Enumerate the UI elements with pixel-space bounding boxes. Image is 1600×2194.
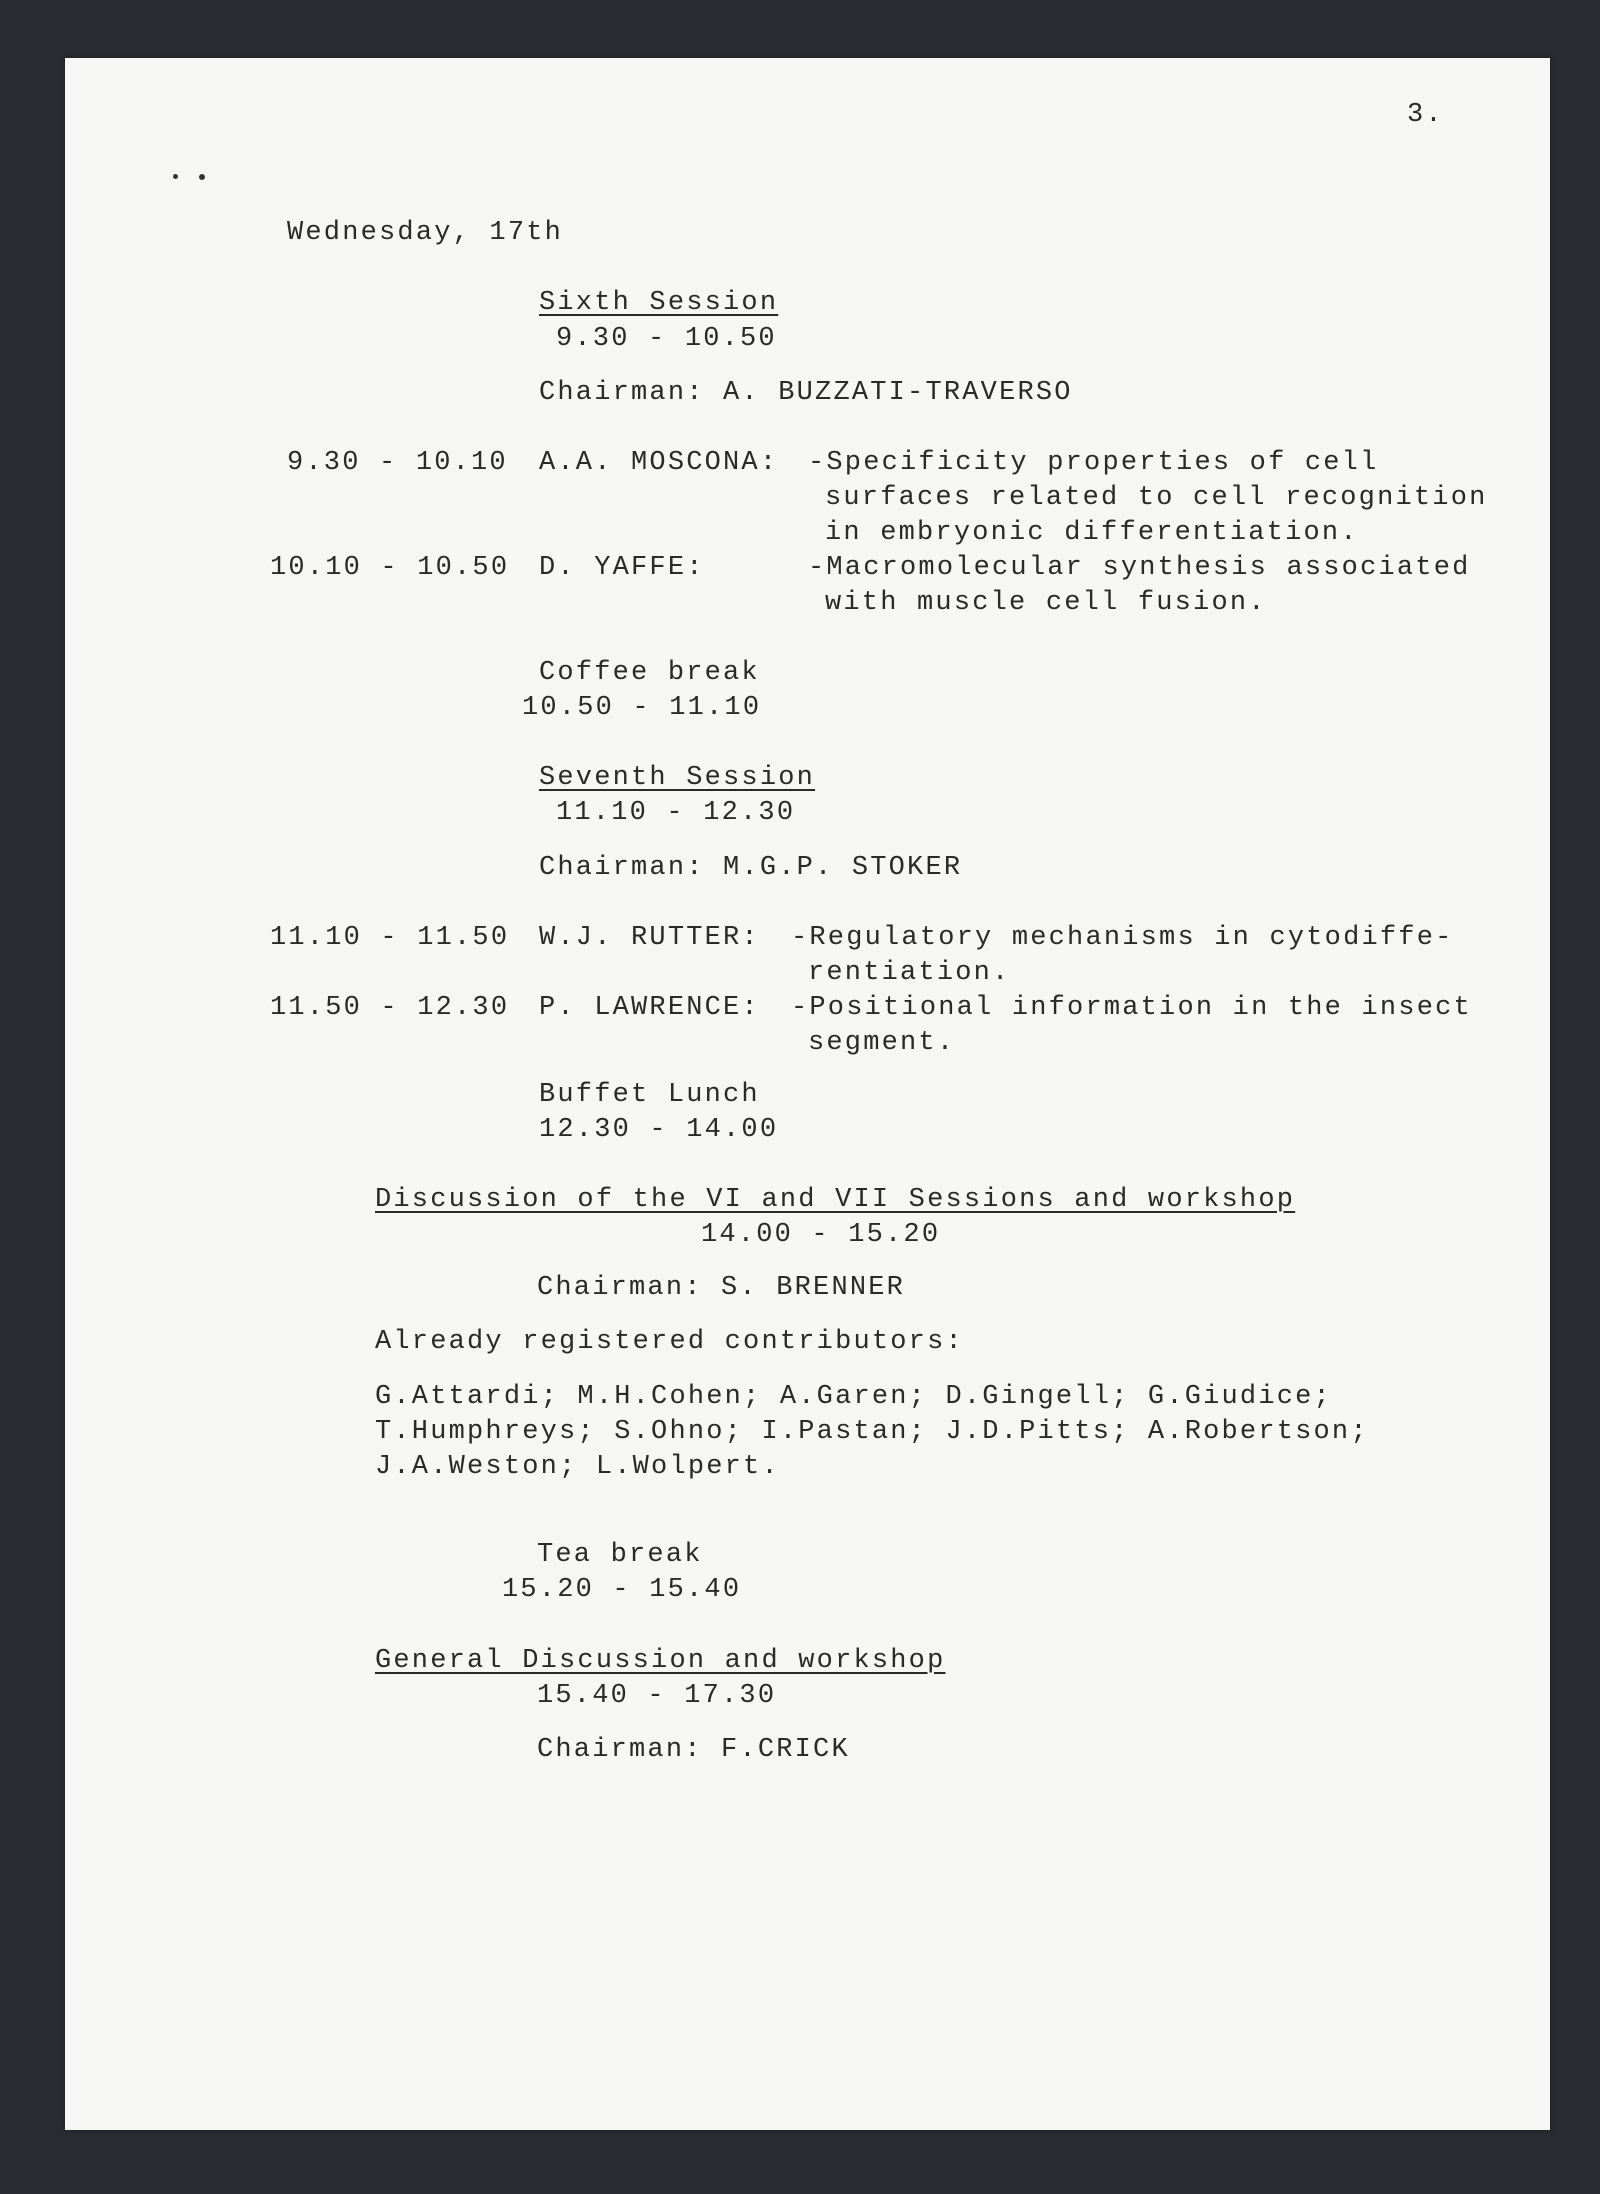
contributors-line: J.A.Weston; L.Wolpert. (375, 1452, 780, 1482)
session-time: 14.00 - 15.20 (701, 1220, 941, 1250)
session-chairman: Chairman: M.G.P. STOKER (539, 853, 963, 883)
contributors-label: Already registered contributors: (375, 1327, 964, 1357)
talk-speaker: W.J. RUTTER: (539, 923, 760, 953)
page-number: 3. (1407, 100, 1444, 130)
session-title: Discussion of the VI and VII Sessions and workshop (375, 1185, 1296, 1215)
talk-title-line: surfaces related to cell recognition (825, 483, 1488, 513)
talk-title-line: -Positional information in the insect (791, 993, 1472, 1023)
talk-title-line: -Regulatory mechanisms in cytodiffe- (791, 923, 1454, 953)
session-chairman: Chairman: S. BRENNER (537, 1273, 906, 1303)
document-page (65, 58, 1550, 2130)
talk-title-line: with muscle cell fusion. (825, 588, 1267, 618)
paper-speck (173, 174, 178, 179)
talk-time: 9.30 - 10.10 (287, 448, 508, 478)
contributors-line: T.Humphreys; S.Ohno; I.Pastan; J.D.Pitts; A.Robertson; (375, 1417, 1369, 1447)
talk-time: 10.10 - 10.50 (270, 553, 510, 583)
talk-title-line: rentiation. (808, 958, 1011, 988)
talk-title-line: -Specificity properties of cell (808, 448, 1379, 478)
session-time: 9.30 - 10.50 (556, 324, 777, 354)
day-heading: Wednesday, 17th (287, 218, 564, 248)
talk-speaker: P. LAWRENCE: (539, 993, 760, 1023)
contributors-line: G.Attardi; M.H.Cohen; A.Garen; D.Gingell; G.Giudice; (375, 1382, 1332, 1412)
talk-speaker: D. YAFFE: (539, 553, 705, 583)
break-label: Buffet Lunch (539, 1080, 760, 1110)
session-title: Seventh Session (539, 763, 816, 793)
session-time: 11.10 - 12.30 (556, 798, 796, 828)
talk-title-line: in embryonic differentiation. (825, 518, 1359, 548)
break-time: 15.20 - 15.40 (502, 1575, 742, 1605)
session-chairman: Chairman: A. BUZZATI-TRAVERSO (539, 378, 1073, 408)
talk-title-line: segment. (808, 1028, 956, 1058)
paper-speck (199, 174, 205, 180)
session-title: General Discussion and workshop (375, 1646, 946, 1676)
session-chairman: Chairman: F.CRICK (537, 1735, 850, 1765)
talk-speaker: A.A. MOSCONA: (539, 448, 779, 478)
talk-time: 11.10 - 11.50 (270, 923, 510, 953)
break-label: Tea break (537, 1540, 703, 1570)
break-time: 12.30 - 14.00 (539, 1115, 779, 1145)
talk-title-line: -Macromolecular synthesis associated (808, 553, 1471, 583)
break-time: 10.50 - 11.10 (522, 693, 762, 723)
session-time: 15.40 - 17.30 (537, 1681, 777, 1711)
session-title: Sixth Session (539, 288, 779, 318)
talk-time: 11.50 - 12.30 (270, 993, 510, 1023)
break-label: Coffee break (539, 658, 760, 688)
